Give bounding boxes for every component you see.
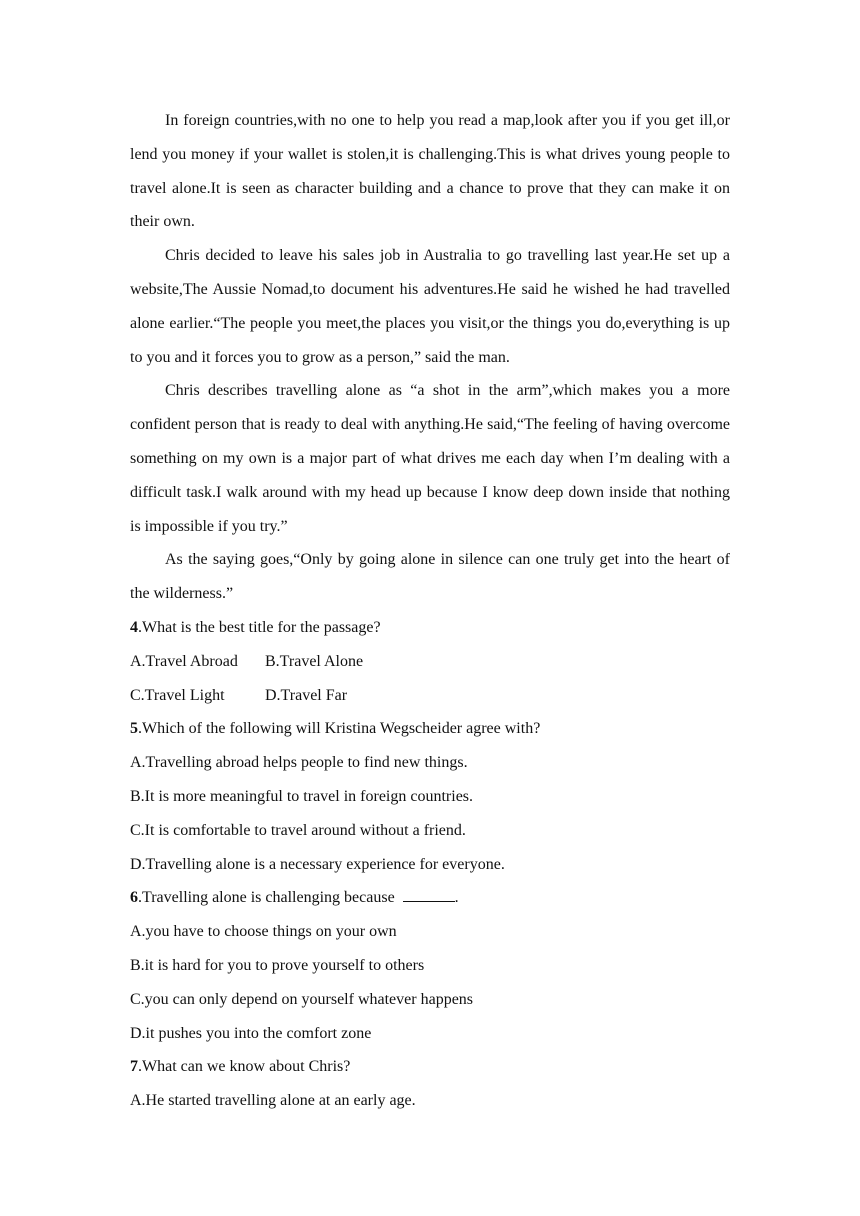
option-b: B.it is hard for you to prove yourself to others: [130, 956, 425, 974]
option-a: A.Travelling abroad helps people to find new things.: [130, 754, 468, 772]
question-5-stem: [130, 712, 730, 746]
question-text: .What can we know about Chris?: [138, 1058, 351, 1076]
option-d: D.Travelling alone is a necessary experience for everyone.: [130, 855, 505, 873]
passage-paragraph-1: In foreign countries,with no one to help you read a map,look after you if you get ill,or lend you money if your wallet is stolen,it is challenging.This is what drives young people to travel alone.It is seen as character building and a chance to prove that they can make it on their own.: [130, 112, 730, 231]
option-b: B.Travel Alone: [265, 652, 364, 670]
question-text: .Which of the following will Kristina Wegscheider agree with?: [138, 720, 541, 738]
question-number: 4: [130, 618, 138, 636]
answer-blank: [403, 887, 455, 902]
option-d: D.it pushes you into the comfort zone: [130, 1024, 372, 1042]
option-c: C.It is comfortable to travel around without a friend.: [130, 821, 466, 839]
question-stem-end: .: [454, 889, 459, 907]
question-4-options-row-1: [130, 645, 730, 679]
question-number: 7: [130, 1058, 138, 1076]
option-c: C.Travel Light: [130, 686, 225, 704]
question-text: .What is the best title for the passage?: [138, 618, 381, 636]
option-a: A.He started travelling alone at an early age.: [130, 1092, 416, 1110]
passage-paragraph-4: As the saying goes,“Only by going alone in silence can one truly get into the heart of the wilderness.”: [130, 551, 730, 603]
option-d: D.Travel Far: [265, 686, 348, 704]
question-number: 6: [130, 889, 138, 907]
question-4-options-row-2: [130, 679, 730, 713]
question-6-stem: [130, 881, 730, 915]
passage-paragraph-2: Chris decided to leave his sales job in Australia to go travelling last year.He set up a website,The Aussie Nomad,to document his adventures.He said he wished he had travelled alone earlier.“The people you meet,the places you visit,or the things you do,everything is up to you and it forces you to grow as a person,” said the man.: [130, 247, 730, 366]
option-b: B.It is more meaningful to travel in foreign countries.: [130, 787, 474, 805]
option-c: C.you can only depend on yourself whatever happens: [130, 990, 474, 1008]
option-a: A.Travel Abroad: [130, 652, 238, 670]
option-a: A.you have to choose things on your own: [130, 923, 397, 941]
passage-paragraph-3: Chris describes travelling alone as “a shot in the arm”,which makes you a more confident person that is ready to deal with anything.He said,“The feeling of having overcome something on my own is a major part of what drives me each day when I’m dealing with a difficult task.I walk around with my head up because I know deep down inside that nothing is impossible if you try.”: [130, 382, 730, 535]
question-text: .Travelling alone is challenging because: [138, 889, 395, 907]
question-number: 5: [130, 720, 138, 738]
question-7-stem: [130, 1050, 730, 1084]
question-4-stem: [130, 611, 730, 645]
document-page: [130, 104, 730, 1118]
